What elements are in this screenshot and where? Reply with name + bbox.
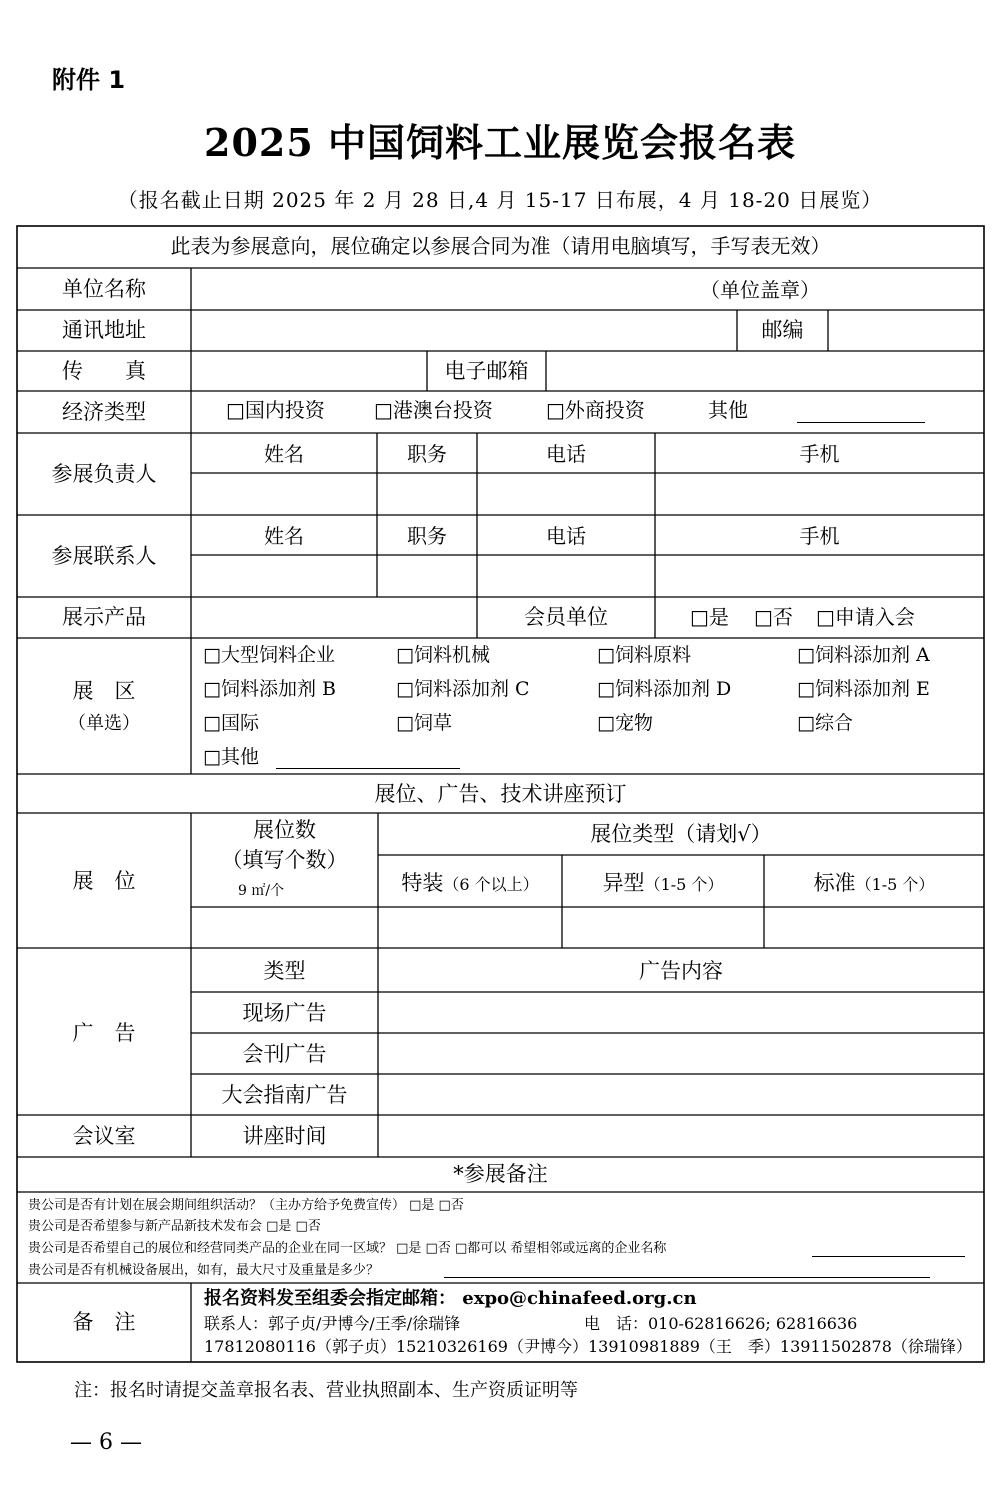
booth-type-special-name: 特装 [401,871,444,895]
booth-count-label: 展位数 [253,818,316,842]
pic-mobile-header: 手机 [799,442,840,466]
company-name-label: 单位名称 [62,277,146,301]
email-field[interactable] [550,354,980,388]
contact-title-field[interactable] [381,559,473,593]
fax-label: 传 真 [62,359,146,383]
person-in-charge-label: 参展负责人 [51,462,157,486]
zone-option-general[interactable]: □综合 [797,712,853,734]
ad-label: 广 告 [72,1021,136,1045]
booth-irregular-field[interactable] [566,911,760,944]
booth-type-label: 展位类型（请划√） [590,822,772,846]
submission-email: 报名资料发至组委会指定邮箱： expo@chinafeed.org.cn [204,1288,697,1309]
booth-standard-field[interactable] [768,911,980,944]
contact-mobile-field[interactable] [659,559,980,593]
pic-name-header: 姓名 [264,442,304,466]
remark-activity: 贵公司是否有计划在展会期间组织活动？（主办方给予免费宣传） □是 □否 [28,1198,464,1213]
zone-option-raw-material[interactable]: □饲料原料 [597,644,691,666]
booth-count-field[interactable] [195,911,374,944]
zone-option-additive-e[interactable]: □饲料添加剂 E [797,678,930,700]
ad-content-header: 广告内容 [639,959,723,983]
remark-company-name-field[interactable] [812,1256,965,1257]
booking-section-header: 展位、广告、技术讲座预订 [374,782,627,806]
ad-type-header: 类型 [263,959,306,983]
contact-name-header: 姓名 [264,524,304,548]
remark-launch: 贵公司是否希望参与新产品新技术发布会 □是 □否 [28,1219,321,1234]
seal-label: （单位盖章） [700,278,820,302]
booth-count-unit: 9 ㎡/个 [238,883,285,899]
contact-phone-field[interactable] [481,559,651,593]
zone-option-additive-c[interactable]: □饲料添加剂 C [396,678,530,700]
lecture-time-field[interactable] [382,1118,980,1153]
lecture-time-label: 讲座时间 [242,1124,327,1148]
remark-zone-preference: 贵公司是否希望自己的展位和经营同类产品的企业在同一区域？ □是 □否 □都可以 希望相邻或远离的企业名称 [28,1241,667,1256]
meeting-room-label: 会议室 [72,1124,136,1148]
remark-machinery-field[interactable] [444,1277,930,1278]
email-label: 电子邮箱 [444,359,529,383]
postcode-field[interactable] [832,313,980,348]
fax-field[interactable] [195,354,423,388]
zone-option-large-feed[interactable]: □大型饲料企业 [203,644,335,666]
econ-option-domestic[interactable]: □国内投资 [226,398,325,422]
booth-type-standard-name: 标准 [813,871,856,895]
zone-option-additive-d[interactable]: □饲料添加剂 D [597,678,732,700]
form-subtitle: （报名截止日期 2025 年 2 月 28 日,4 月 15-17 日布展，4 月 18-20 日展览） [117,188,883,212]
pic-phone-field[interactable] [481,477,651,511]
contact-mobile-header: 手机 [799,524,840,548]
member-label: 会员单位 [524,605,608,629]
address-field[interactable] [195,313,733,348]
booth-count-fill-note: （填写个数） [221,848,348,872]
company-name-field[interactable] [195,272,685,306]
zone-option-pet[interactable]: □宠物 [597,712,653,734]
ad-type-catalog: 会刊广告 [242,1042,327,1066]
products-field[interactable] [195,600,473,634]
zone-option-international[interactable]: □国际 [203,712,259,734]
contact-name-field[interactable] [195,559,373,593]
address-label: 通讯地址 [62,318,146,342]
zone-label: 展 区 [72,679,136,703]
pic-phone-header: 电话 [546,442,586,466]
contact-mobiles: 17812080116（郭子贞）15210326169（尹博今）13910981889（王 季）13911502878（徐瑞锋） [204,1337,972,1356]
ad-onsite-content-field[interactable] [382,995,980,1030]
pic-mobile-field[interactable] [659,477,980,511]
econ-option-other[interactable]: 其他 [708,398,748,422]
products-label: 展示产品 [62,605,146,629]
booth-type-irregular-name: 异型 [602,871,645,895]
contact-phones: 电 话：010-62816626; 62816636 [584,1314,858,1333]
remarks-header: *参展备注 [453,1162,548,1186]
pic-title-header: 职务 [407,442,447,466]
ad-type-onsite: 现场广告 [242,1001,327,1025]
contact-names: 联系人：郭子贞/尹博今/王季/徐瑞锋 [204,1314,461,1333]
booth-type-standard [764,873,984,894]
contact-person-label: 参展联系人 [51,544,157,568]
zone-option-forage[interactable]: □饲草 [396,712,452,734]
booth-type-special-note: （6 个以上） [443,875,539,894]
booth-label: 展 位 [72,869,136,893]
member-no-option[interactable]: □否 [754,605,793,629]
note-label: 备 注 [72,1310,136,1334]
econ-option-hmt[interactable]: □港澳台投资 [374,398,493,422]
ad-guide-content-field[interactable] [382,1077,980,1112]
ad-type-guide: 大会指南广告 [221,1083,348,1107]
econ-type-label: 经济类型 [62,400,146,424]
econ-other-field[interactable] [797,422,925,423]
zone-option-machinery[interactable]: □饲料机械 [396,644,490,666]
zone-other-field[interactable] [276,768,460,769]
econ-option-foreign[interactable]: □外商投资 [546,398,645,422]
booth-type-standard-note: （1-5 个） [855,875,935,894]
booth-type-irregular [562,873,764,894]
zone-option-additive-b[interactable]: □饲料添加剂 B [203,678,336,700]
footer-note: 注：报名时请提交盖章报名表、营业执照副本、生产资质证明等 [74,1380,578,1401]
booth-special-field[interactable] [382,911,558,944]
pic-name-field[interactable] [195,477,373,511]
contact-title-header: 职务 [407,524,447,548]
form-intro: 此表为参展意向，展位确定以参展合同为准（请用电脑填写，手写表无效） [170,234,831,258]
booth-type-special [378,873,562,894]
booth-type-irregular-note: （1-5 个） [644,875,724,894]
form-title: 2025 中国饲料工业展览会报名表 [204,120,796,165]
zone-option-additive-a[interactable]: □饲料添加剂 A [797,644,930,666]
page-number: — 6 — [70,1430,142,1455]
zone-option-other[interactable]: □其他 [203,746,259,768]
member-apply-option[interactable]: □申请入会 [816,605,915,629]
remark-machinery: 贵公司是否有机械设备展出，如有，最大尺寸及重量是多少？ [28,1263,380,1278]
postcode-label: 邮编 [761,318,804,342]
zone-single-choice-note: （单选） [68,713,140,734]
contact-phone-header: 电话 [546,524,586,548]
member-yes-option[interactable]: □是 [690,605,729,629]
ad-catalog-content-field[interactable] [382,1036,980,1071]
attachment-label: 附件 1 [52,66,126,94]
pic-title-field[interactable] [381,477,473,511]
